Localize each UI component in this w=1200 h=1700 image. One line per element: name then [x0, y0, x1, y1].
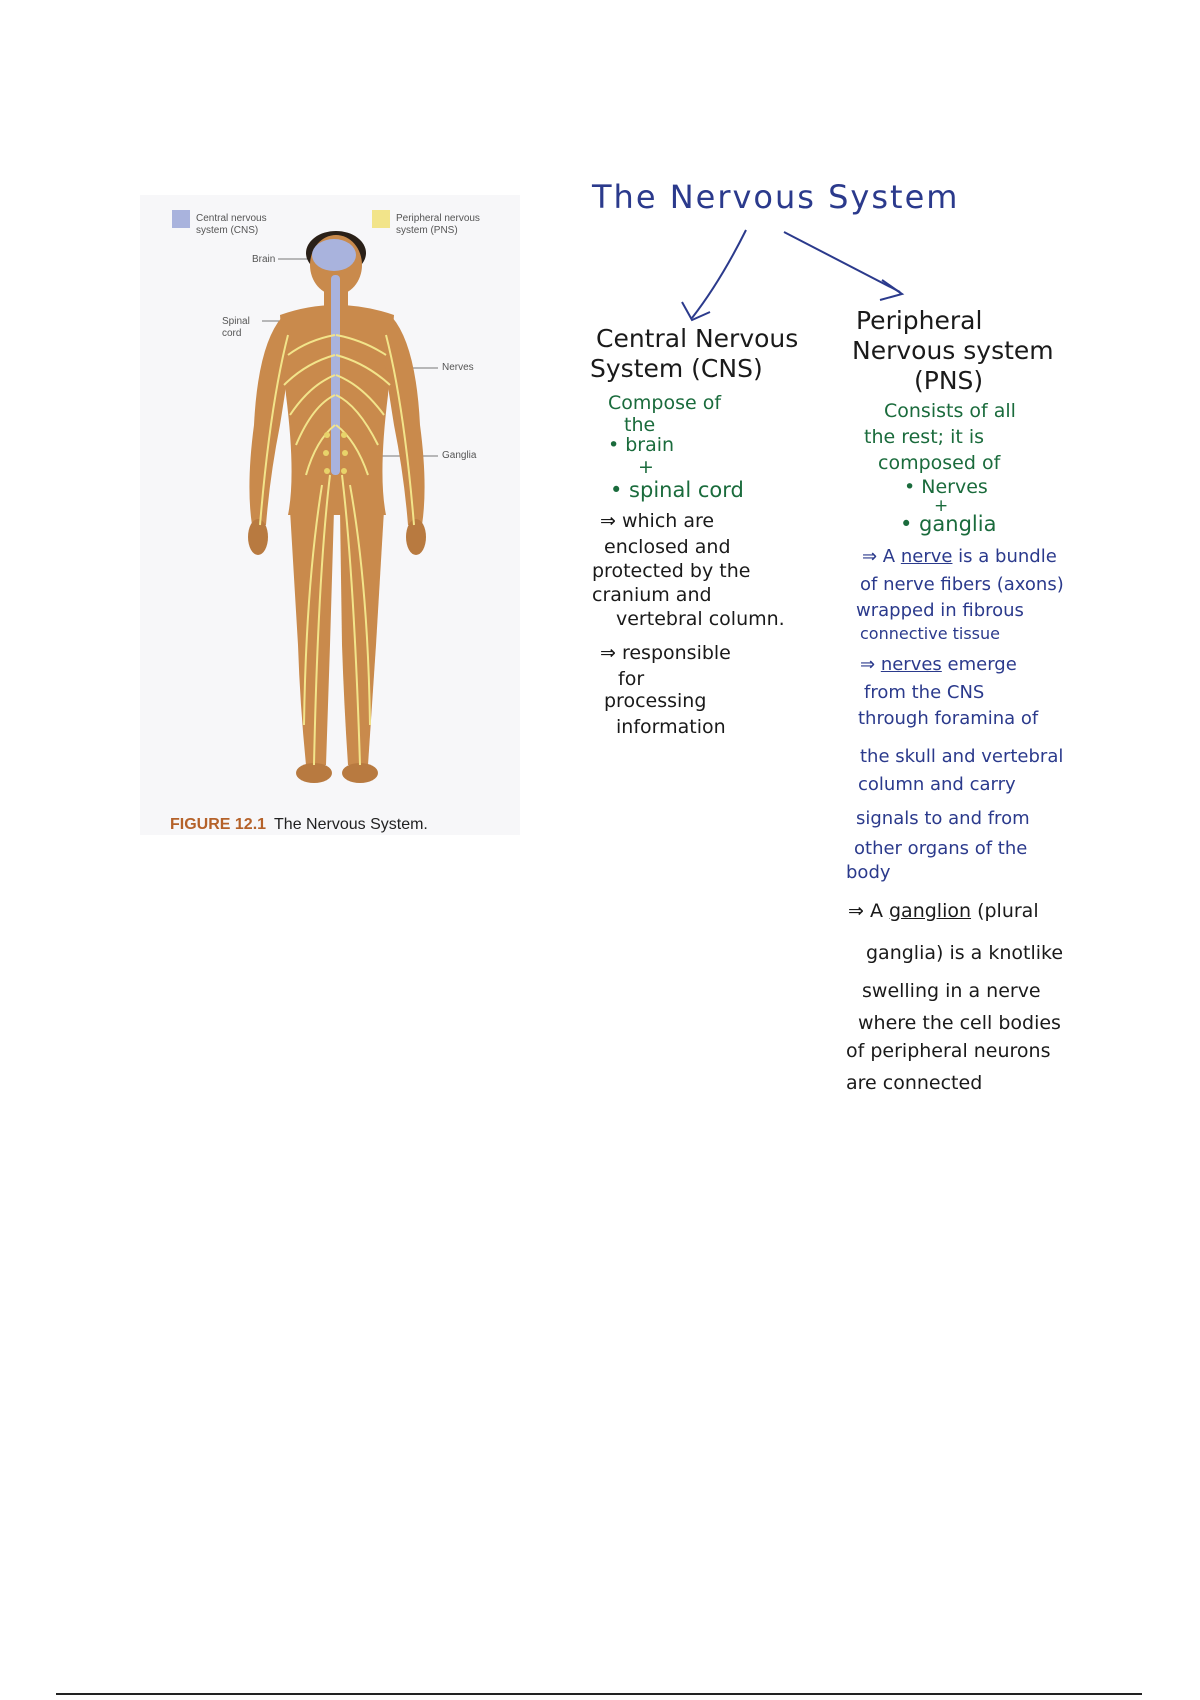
pns-nerve-line-1 — [862, 546, 1057, 567]
cns-heading-line-2: System (CNS) — [590, 354, 763, 383]
footer-rule — [56, 1693, 1142, 1695]
cns-para2-line-1: ⇒ responsible — [600, 642, 731, 664]
figure-caption — [170, 816, 428, 834]
pns-heading-line-2: Nervous system — [852, 336, 1054, 365]
cns-compose-line-2: the — [624, 414, 656, 436]
figure-caption-text: The Nervous System. — [274, 816, 428, 833]
pns-emerge-line-3: through foramina of — [858, 708, 1039, 729]
ganglion-term: ganglion — [889, 900, 972, 922]
cns-item-brain: • brain — [608, 434, 675, 456]
brain-label: Brain — [252, 254, 276, 265]
pns-ganglion-line-6: are connected — [846, 1072, 983, 1094]
ganglia-label: Ganglia — [442, 450, 477, 461]
pns-nerve-line-2: of nerve fibers (axons) — [860, 574, 1064, 595]
pns-emerge-line-5: column and carry — [858, 774, 1016, 795]
ganglion-plural-note: (plural — [971, 900, 1039, 922]
pns-consists-line-2: the rest; it is — [864, 426, 985, 448]
cns-para1-line-3: protected by the — [592, 560, 751, 582]
spinal-cord-label: Spinal cord — [222, 316, 250, 339]
pns-emerge-line-1 — [860, 654, 1017, 675]
nerves-term: nerves — [880, 654, 942, 675]
pns-emerge-line-7: other organs of the — [854, 838, 1028, 859]
figure-caption-label: FIGURE 12.1 — [170, 816, 267, 833]
pns-legend-label: Peripheral nervous system (PNS) — [396, 213, 480, 236]
pns-item-nerves: • Nerves — [904, 476, 988, 498]
pns-ganglion-line-3: swelling in a nerve — [862, 980, 1041, 1002]
cns-para1-line-1: ⇒ which are — [600, 510, 715, 532]
pns-nerve-line-3: wrapped in fibrous — [856, 600, 1024, 621]
cns-para1-line-2: enclosed and — [604, 536, 731, 558]
nerves-label: Nerves — [442, 362, 474, 373]
pns-emerge-line-2: from the CNS — [864, 682, 985, 703]
cns-compose-line-1: Compose of — [608, 392, 722, 414]
cns-para2-line-4: information — [616, 716, 726, 738]
emerge-arrow-prefix: ⇒ — [860, 654, 881, 675]
pns-emerge-line-6: signals to and from — [856, 808, 1030, 829]
cns-heading-line-1: Central Nervous — [596, 324, 799, 353]
cns-para2-line-3: processing — [604, 690, 707, 712]
cns-legend-swatch — [172, 210, 190, 228]
cns-plus: + — [638, 456, 654, 478]
pns-plus: + — [934, 496, 949, 516]
pns-item-ganglia: • ganglia — [900, 512, 997, 536]
nerve-arrow-prefix: ⇒ A — [862, 546, 901, 567]
ganglion-arrow-prefix: ⇒ A — [848, 900, 889, 922]
pns-ganglion-line-2: ganglia) is a knotlike — [866, 942, 1064, 964]
cns-para1-line-4: cranium and — [592, 584, 712, 606]
pns-emerge-line-4: the skull and vertebral — [860, 746, 1064, 767]
nervous-system-body-illustration — [218, 225, 478, 805]
cns-legend-label: Central nervous system (CNS) — [196, 213, 267, 236]
cns-para2-line-2: for — [618, 668, 645, 690]
cns-item-spinal-cord: • spinal cord — [610, 478, 744, 502]
notes-title: The Nervous System — [592, 178, 960, 216]
pns-ganglion-line-1 — [848, 900, 1039, 922]
pns-ganglion-line-4: where the cell bodies — [858, 1012, 1061, 1034]
pns-ganglion-line-5: of peripheral neurons — [846, 1040, 1051, 1062]
nerve-term: nerve — [900, 546, 953, 567]
emerge-text: emerge — [941, 654, 1017, 675]
nerve-definition-start: is a bundle — [952, 546, 1057, 567]
pns-consists-line-3: composed of — [878, 452, 1001, 474]
pns-heading-line-1: Peripheral — [856, 306, 983, 335]
pns-nerve-line-4: connective tissue — [860, 624, 1000, 643]
pns-emerge-line-8: body — [846, 862, 891, 883]
pns-heading-line-3: (PNS) — [914, 366, 984, 395]
pns-consists-line-1: Consists of all — [884, 400, 1016, 422]
cns-para1-line-5: vertebral column. — [616, 608, 785, 630]
